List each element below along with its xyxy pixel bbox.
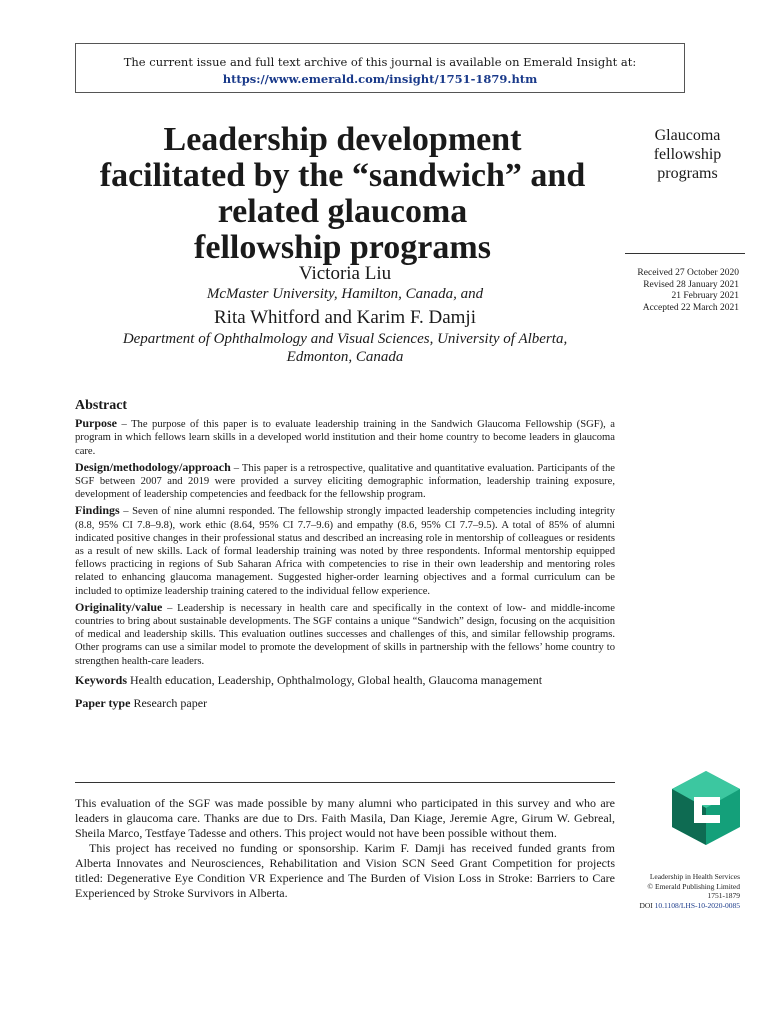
revised-date: Revised 28 January 2021 xyxy=(643,279,739,290)
doi-label: DOI xyxy=(639,900,655,910)
paper-type-text: Research paper xyxy=(130,696,208,711)
running-title xyxy=(625,126,750,183)
design-text: – This paper is a retrospective, qualitative and quantitative evaluation. Participants of the SGF between 2007 and 2019 were provided a survey eliciting demographic information, leadership training exposure, development of leadership competencies and feedback for the fellowship program. xyxy=(75,462,615,501)
purpose-text: – The purpose of this paper is to evaluate leadership training in the Sandwich Glaucoma Fellowship (SGF), a program in which fellows learn skills in a developed world institution and their home country to become leaders in glaucoma care. xyxy=(75,419,615,457)
doi-link[interactable]: 10.1108/LHS-10-2020-0085 xyxy=(654,900,740,910)
abstract-section xyxy=(75,399,615,713)
journal-issn: 1751-1879 xyxy=(707,891,740,900)
affiliation-2-line: Edmonton, Canada xyxy=(286,349,404,365)
paper-type xyxy=(75,697,615,710)
purpose-label: Purpose xyxy=(75,416,117,431)
abstract-purpose xyxy=(75,417,615,458)
revised-date: 21 February 2021 xyxy=(671,291,739,301)
journal-publisher: © Emerald Publishing Limited xyxy=(647,881,740,891)
running-title-line: programs xyxy=(657,165,718,182)
sidebar-divider xyxy=(625,253,745,254)
affiliation-1: McMaster University, Hamilton, Canada, and xyxy=(206,286,484,302)
running-title-line: fellowship xyxy=(653,146,722,163)
abstract-findings xyxy=(75,504,615,597)
author-2: Rita Whitford and Karim F. Damji xyxy=(214,307,476,328)
design-label: Design/methodology/approach xyxy=(75,459,231,474)
abstract-design xyxy=(75,461,615,502)
keywords xyxy=(75,674,615,687)
acknowledgement-paragraph: This project has received no funding or sponsorship. Karim F. Damji has received funded grants from Alberta Innovates and Neurosciences, Rehabilitation and Vision SCN Seed Grant Competition for projects titled: Degenerative Eye Condition VR Experience and The Burden of Vision Loss in Stroke: Barriers to Care Experienced by Stroke Survivors in Alberta. xyxy=(75,841,615,900)
archive-notice xyxy=(75,43,685,93)
running-title-line: Glaucoma xyxy=(654,127,721,144)
journal-url-link[interactable]: https://www.emerald.com/insight/1751-1879.htm xyxy=(222,72,538,86)
journal-doi xyxy=(620,901,740,911)
journal-name: Leadership in Health Services xyxy=(649,872,740,881)
acknowledgement-paragraph: This evaluation of the SGF was made possible by many alumni who participated in this survey and who are leaders in glaucoma care. Thanks are due to Drs. Faith Masila, Dan Kiage, Jeremie Agre, Girum W. Gebreal, Sheila Marco, Testfaye Tadesse and others. This project would not have been possible without them. xyxy=(75,796,615,840)
abstract-originality xyxy=(75,601,615,668)
paper-type-label: Paper type xyxy=(75,696,131,711)
originality-text: – Leadership is necessary in health care and specifically in the context of low- and middle-income countries to bring about sustainable developments. The SGF contains a unique “Sandwich” design, focusing on the acquisition of medical and leadership skills. This evaluation outlines successes and challenges of this, and similar fellowship programs. Other programs can use a similar model to promote the development of skills in partnership with the fellows’ home country to strengthen health-care leaders. xyxy=(75,602,615,667)
received-date: Received 27 October 2020 xyxy=(637,268,739,278)
article-dates xyxy=(615,268,739,314)
title-line: related glaucoma xyxy=(217,193,468,230)
findings-text: – Seven of nine alumni responded. The fellowship strongly impacted leadership competencies including integrity (8.8, 95% CI 7.8–9.8), work ethic (8.64, 95% CI 7.7–9.6) and empathy (8.6, 95% CI 7.7–9.5). A total of 85% of alumni indicated positive changes in their professional status and described an increasing role in mentorship of colleagues or residents as a result of new skills. Lack of formal leadership training was noted by three respondents. Informal mentorship equipped fellows practicing in regions of Sub Saharan Africa with competencies to rise in their own leadership and mentoring roles related to enhancing glaucoma management. Suggested higher-order learning objectives and a formal curriculum can be included to optimize leadership training catered to the individual fellow experience. xyxy=(75,506,615,597)
archive-notice-text: The current issue and full text archive of this journal is available on Emerald Insight at: xyxy=(123,55,637,69)
title-line: facilitated by the “sandwich” and xyxy=(99,157,586,194)
acknowledgement xyxy=(75,796,615,901)
journal-logo-icon xyxy=(672,771,740,845)
title-line: Leadership development xyxy=(163,121,522,158)
originality-label: Originality/value xyxy=(75,599,163,614)
affiliation-2-line: Department of Ophthalmology and Visual Sciences, University of Alberta, xyxy=(122,331,568,347)
author-1: Victoria Liu xyxy=(298,263,392,284)
article-title xyxy=(70,122,615,266)
affiliation-2 xyxy=(75,330,615,366)
title-line: fellowship programs xyxy=(194,229,491,266)
journal-info xyxy=(620,872,740,910)
footnote-divider xyxy=(75,782,615,783)
findings-label: Findings xyxy=(75,503,120,518)
keywords-text: Health education, Leadership, Ophthalmology, Global health, Glaucoma management xyxy=(127,672,543,687)
accepted-date: Accepted 22 March 2021 xyxy=(642,302,739,313)
abstract-heading: Abstract xyxy=(75,398,128,413)
keywords-label: Keywords xyxy=(75,672,127,687)
